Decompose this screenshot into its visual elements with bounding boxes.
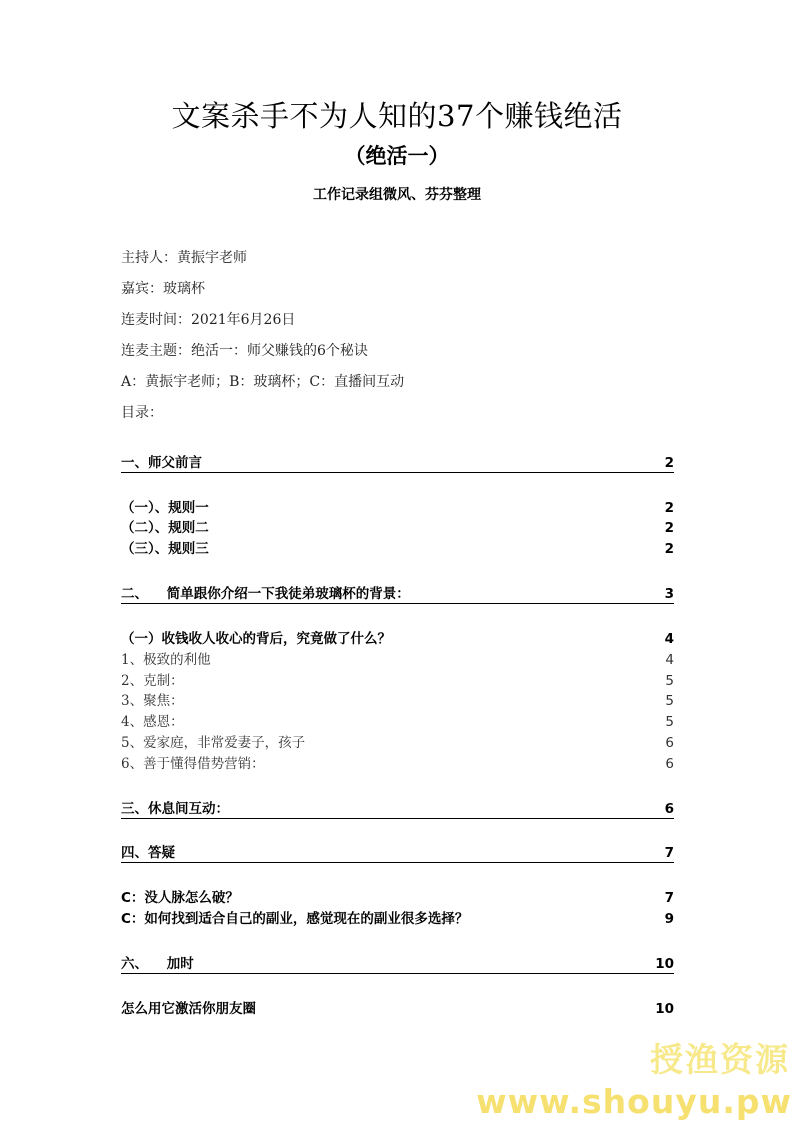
toc-entry-label: （一）、规则一	[121, 500, 209, 516]
watermark-url: www.shouyu.pw	[476, 1082, 792, 1121]
toc-entry-label: 2、克制：	[121, 673, 184, 689]
toc-entry-label: 怎么用它激活你朋友圈	[121, 1001, 256, 1017]
toc-entry-page: 5	[665, 693, 674, 709]
toc-entry[interactable]	[121, 691, 674, 711]
toc-entry-label: 六、 加时	[121, 956, 194, 972]
watermark-text: 授渔资源	[650, 1040, 790, 1079]
toc-entry[interactable]	[121, 518, 674, 538]
toc-entry[interactable]	[121, 498, 674, 518]
toc-entry-page: 4	[665, 652, 674, 668]
toc-entry[interactable]	[121, 539, 674, 559]
toc-entry[interactable]	[121, 999, 674, 1019]
toc-entry[interactable]	[121, 629, 674, 649]
toc-entry[interactable]	[121, 954, 674, 974]
toc-entry-page: 2	[664, 455, 674, 471]
toc-entry-page: 2	[664, 541, 674, 557]
toc-entry-page: 6	[665, 735, 674, 751]
toc-entry-page: 3	[664, 586, 674, 602]
toc-entry[interactable]	[121, 888, 674, 908]
toc-entry-page: 6	[665, 756, 674, 772]
toc-entry-page: 7	[664, 890, 674, 906]
toc-entry[interactable]	[121, 754, 674, 774]
toc-entry[interactable]	[121, 909, 674, 929]
toc-entry-label: 三、休息间互动：	[121, 801, 229, 817]
toc-entry-label: 一、师父前言	[121, 455, 202, 471]
toc-entry-label: 3、聚焦：	[121, 693, 184, 709]
toc-entry[interactable]	[121, 712, 674, 732]
toc-entry-label: 6、善于懂得借势营销：	[121, 756, 265, 772]
toc-entry[interactable]	[121, 453, 674, 473]
toc-entry[interactable]	[121, 733, 674, 753]
toc-entry-label: C：如何找到适合自己的副业，感觉现在的副业很多选择？	[121, 911, 469, 927]
document-subtitle: （绝活一）	[344, 144, 450, 168]
toc-entry-label: 四、答疑	[121, 845, 175, 861]
host-line: 主持人：黄振宇老师	[121, 250, 247, 266]
toc-entry-label: 5、爱家庭，非常爱妻子，孩子	[121, 735, 306, 751]
toc-entry-page: 6	[664, 801, 674, 817]
toc-entry-label: 1、极致的利他	[121, 652, 211, 668]
toc-entry-page: 4	[664, 631, 674, 647]
guest-line: 嘉宾：玻璃杯	[121, 281, 205, 297]
toc-entry-label: （一）收钱收人收心的背后，究竟做了什么？	[121, 631, 391, 647]
toc-entry[interactable]	[121, 584, 674, 604]
toc-entry[interactable]	[121, 650, 674, 670]
document-title: 文案杀手不为人知的37个赚钱绝活	[171, 99, 623, 133]
toc-entry-label: （二）、规则二	[121, 520, 209, 536]
toc-entry-page: 5	[665, 714, 674, 730]
toc-entry-page: 5	[665, 673, 674, 689]
toc-entry[interactable]	[121, 799, 674, 819]
organizer-credit: 工作记录组微风、芬芬整理	[313, 187, 481, 203]
toc-entry-page: 9	[664, 911, 674, 927]
toc-entry[interactable]	[121, 843, 674, 863]
toc-entry-page: 2	[664, 520, 674, 536]
toc-heading: 目录：	[121, 405, 163, 421]
toc-entry-page: 10	[655, 1001, 674, 1017]
toc-entry-page: 2	[664, 500, 674, 516]
topic-line: 连麦主题：绝活一：师父赚钱的6个秘诀	[121, 343, 368, 359]
toc-entry-page: 10	[655, 956, 674, 972]
toc-entry-page: 7	[664, 845, 674, 861]
toc-entry[interactable]	[121, 671, 674, 691]
toc-entry-label: 二、 简单跟你介绍一下我徒弟玻璃杯的背景：	[121, 586, 410, 602]
time-line: 连麦时间：2021年6月26日	[121, 312, 296, 328]
toc-entry-label: 4、感恩：	[121, 714, 184, 730]
toc-entry-label: （三）、规则三	[121, 541, 209, 557]
toc-entry-label: C：没人脉怎么破？	[121, 890, 239, 906]
roles-line: A：黄振宇老师；B：玻璃杯；C：直播间互动	[121, 374, 405, 390]
